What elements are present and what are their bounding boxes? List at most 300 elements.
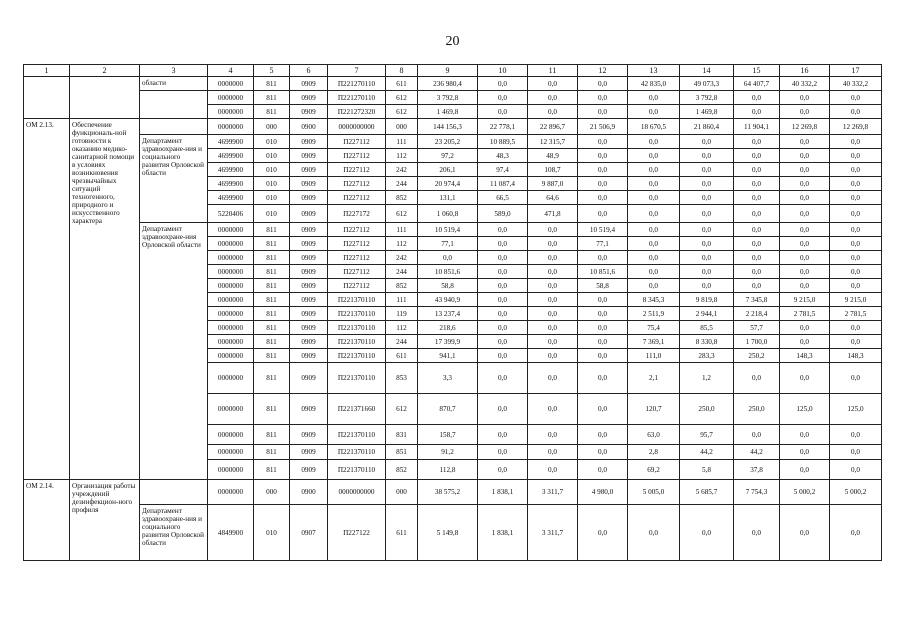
table-cell: 0,0 — [780, 223, 830, 237]
table-cell: 0909 — [290, 77, 328, 91]
table-cell: П227112 — [328, 223, 386, 237]
table-cell: 10 519,4 — [578, 223, 628, 237]
table-cell: 0,0 — [628, 149, 680, 163]
table-cell: 250,0 — [680, 394, 734, 425]
page-number: 20 — [445, 34, 460, 49]
table-cell: 0909 — [290, 293, 328, 307]
table-cell: 0,0 — [628, 265, 680, 279]
table-cell: 000 — [386, 480, 418, 505]
table-cell: 9 215,0 — [830, 293, 882, 307]
table-cell: 0,0 — [528, 394, 578, 425]
table-cell: 0,0 — [578, 293, 628, 307]
table-cell: 236 980,4 — [418, 77, 478, 91]
table-cell: 010 — [254, 163, 290, 177]
table-cell: 0,0 — [830, 177, 882, 191]
table-cell: 0,0 — [478, 307, 528, 321]
table-cell: 3,3 — [418, 363, 478, 394]
table-cell: 0000000 — [208, 77, 254, 91]
col1-empty — [24, 77, 70, 119]
table-cell: П227112 — [328, 149, 386, 163]
table-cell: 2 218,4 — [734, 307, 780, 321]
table-cell: 0,0 — [734, 105, 780, 119]
table-cell: 0,0 — [528, 237, 578, 251]
table-cell: 0,0 — [680, 191, 734, 205]
table-cell: 0,0 — [628, 223, 680, 237]
table-cell: 0000000000 — [328, 480, 386, 505]
table-cell: 0,0 — [578, 77, 628, 91]
department-name: Департамент здравоохране-ния Орловской области — [140, 223, 208, 480]
table-cell: 42 835,0 — [628, 77, 680, 91]
table-cell: 1 838,1 — [478, 505, 528, 561]
table-cell: 0,0 — [830, 335, 882, 349]
table-cell: 10 889,5 — [478, 135, 528, 149]
table-cell: 13 237,4 — [418, 307, 478, 321]
table-cell: 77,1 — [578, 237, 628, 251]
column-header-16: 16 — [780, 65, 830, 77]
table-cell: 5 005,0 — [628, 480, 680, 505]
table-cell: 91,2 — [418, 445, 478, 460]
table-cell: 010 — [254, 205, 290, 223]
table-cell: 811 — [254, 425, 290, 445]
table-cell: 0,0 — [830, 445, 882, 460]
table-cell: П221370110 — [328, 349, 386, 363]
table-cell: 0,0 — [734, 265, 780, 279]
table-cell: 0,0 — [734, 177, 780, 191]
table-cell: 48,9 — [528, 149, 578, 163]
table-cell: 3 311,7 — [528, 480, 578, 505]
table-cell: 0900 — [290, 119, 328, 135]
column-header-17: 17 — [830, 65, 882, 77]
table-cell: 010 — [254, 191, 290, 205]
table-cell: 0,0 — [734, 279, 780, 293]
table-cell: 119 — [386, 307, 418, 321]
table-cell: 0909 — [290, 425, 328, 445]
table-cell: 0,0 — [628, 279, 680, 293]
table-cell: 0,0 — [578, 425, 628, 445]
table-cell: 0,0 — [734, 135, 780, 149]
table-cell: 0,0 — [680, 505, 734, 561]
table-cell: 43 940,9 — [418, 293, 478, 307]
table-cell: 0,0 — [478, 335, 528, 349]
table-cell: 0000000 — [208, 445, 254, 460]
table-cell: 0,0 — [780, 505, 830, 561]
table-row — [24, 480, 882, 505]
table-cell: 10 519,4 — [418, 223, 478, 237]
table-cell: 0909 — [290, 149, 328, 163]
table-cell: 125,0 — [780, 394, 830, 425]
table-cell: 0909 — [290, 445, 328, 460]
table-cell: 0,0 — [628, 251, 680, 265]
table-cell: 0000000 — [208, 335, 254, 349]
table-cell: 2 511,9 — [628, 307, 680, 321]
column-header-11: 11 — [528, 65, 578, 77]
table-cell: 0,0 — [680, 265, 734, 279]
table-cell: 0,0 — [780, 191, 830, 205]
table-cell: 75,4 — [628, 321, 680, 335]
table-cell: 0,0 — [780, 460, 830, 480]
table-cell: 0909 — [290, 349, 328, 363]
table-cell: 4699900 — [208, 191, 254, 205]
table-cell: 0,0 — [830, 91, 882, 105]
column-header-2: 2 — [70, 65, 140, 77]
table-cell: П221370110 — [328, 363, 386, 394]
table-cell: 811 — [254, 91, 290, 105]
table-cell: П221270110 — [328, 91, 386, 105]
table-cell: 0,0 — [680, 135, 734, 149]
table-cell: 3 311,7 — [528, 505, 578, 561]
table-cell: 242 — [386, 163, 418, 177]
table-cell: 0909 — [290, 321, 328, 335]
table-cell: 148,3 — [780, 349, 830, 363]
table-cell: 0,0 — [478, 349, 528, 363]
table-cell: 0,0 — [578, 135, 628, 149]
table-cell: 0,0 — [734, 205, 780, 223]
table-cell: П221370110 — [328, 293, 386, 307]
table-cell: 0,0 — [780, 279, 830, 293]
table-cell: 0,0 — [578, 505, 628, 561]
table-cell: 0,0 — [528, 223, 578, 237]
table-cell: 111 — [386, 223, 418, 237]
table-cell: П221370110 — [328, 445, 386, 460]
table-cell: 0,0 — [830, 135, 882, 149]
table-cell: 0,0 — [830, 363, 882, 394]
table-cell: 0,0 — [528, 293, 578, 307]
table-cell: 12 315,7 — [528, 135, 578, 149]
table-cell: 0,0 — [578, 177, 628, 191]
table-cell: 57,7 — [734, 321, 780, 335]
table-cell: 111,0 — [628, 349, 680, 363]
table-cell: 0,0 — [780, 205, 830, 223]
table-cell: 250,0 — [734, 394, 780, 425]
table-cell: 63,0 — [628, 425, 680, 445]
table-cell: 0,0 — [418, 251, 478, 265]
table-cell: 1,2 — [680, 363, 734, 394]
header-row — [24, 65, 882, 77]
table-cell: 11 087,4 — [478, 177, 528, 191]
table-cell: 1 700,0 — [734, 335, 780, 349]
table-cell: 250,2 — [734, 349, 780, 363]
column-header-6: 6 — [290, 65, 328, 77]
table-cell: 0,0 — [628, 177, 680, 191]
table-cell: 0909 — [290, 191, 328, 205]
table-cell: 811 — [254, 321, 290, 335]
table-cell: 112 — [386, 149, 418, 163]
table-cell: 0,0 — [528, 321, 578, 335]
table-cell: П221272320 — [328, 105, 386, 119]
table-cell: 158,7 — [418, 425, 478, 445]
table-cell: 0,0 — [528, 307, 578, 321]
table-cell: 0,0 — [578, 205, 628, 223]
table-cell: 0,0 — [478, 445, 528, 460]
col3-empty — [140, 119, 208, 135]
table-cell: 0,0 — [780, 91, 830, 105]
table-cell: 852 — [386, 460, 418, 480]
table-cell: 17 399,9 — [418, 335, 478, 349]
column-header-12: 12 — [578, 65, 628, 77]
table-cell: П221370110 — [328, 321, 386, 335]
table-cell: 0,0 — [830, 105, 882, 119]
table-cell: 3 792,8 — [680, 91, 734, 105]
table-cell: 811 — [254, 77, 290, 91]
table-cell: 0909 — [290, 279, 328, 293]
continued-cell: области — [140, 77, 208, 91]
table-cell: 21 506,9 — [578, 119, 628, 135]
table-cell: 471,8 — [528, 205, 578, 223]
table-cell: П221370110 — [328, 460, 386, 480]
table-body — [24, 65, 882, 561]
table-cell: 0,0 — [478, 91, 528, 105]
table-cell: 125,0 — [830, 394, 882, 425]
table-cell: 1 469,8 — [418, 105, 478, 119]
column-header-13: 13 — [628, 65, 680, 77]
table-cell: 0,0 — [680, 223, 734, 237]
table-cell: 11 904,1 — [734, 119, 780, 135]
table-cell: 58,8 — [418, 279, 478, 293]
table-cell: 0900 — [290, 480, 328, 505]
table-cell: 0,0 — [780, 445, 830, 460]
table-cell: 811 — [254, 445, 290, 460]
table-cell: 2 781,5 — [780, 307, 830, 321]
column-header-15: 15 — [734, 65, 780, 77]
table-cell: 0,0 — [680, 251, 734, 265]
table-cell: 283,3 — [680, 349, 734, 363]
table-cell: 0,0 — [780, 335, 830, 349]
table-cell: 12 269,8 — [780, 119, 830, 135]
table-cell: 811 — [254, 265, 290, 279]
table-cell: 0,0 — [830, 265, 882, 279]
table-cell: 0,0 — [478, 77, 528, 91]
table-cell: 0,0 — [830, 251, 882, 265]
table-cell: 0,0 — [528, 105, 578, 119]
table-cell: 010 — [254, 505, 290, 561]
table-cell: 0909 — [290, 135, 328, 149]
table-cell: 131,1 — [418, 191, 478, 205]
table-cell: 1 469,8 — [680, 105, 734, 119]
table-cell: 0,0 — [528, 91, 578, 105]
table-cell: 0,0 — [628, 191, 680, 205]
table-cell: 0,0 — [528, 251, 578, 265]
table-cell: 0,0 — [528, 425, 578, 445]
table-cell: 811 — [254, 237, 290, 251]
table-cell: 0,0 — [780, 135, 830, 149]
table-cell: 811 — [254, 223, 290, 237]
table-cell: 0,0 — [628, 205, 680, 223]
table-cell: П227172 — [328, 205, 386, 223]
table-cell: 144 156,3 — [418, 119, 478, 135]
table-cell: 0,0 — [780, 265, 830, 279]
column-header-10: 10 — [478, 65, 528, 77]
table-cell: 21 860,4 — [680, 119, 734, 135]
table-cell: 218,6 — [418, 321, 478, 335]
table-cell: 000 — [386, 119, 418, 135]
table-cell: 112,8 — [418, 460, 478, 480]
budget-table — [23, 64, 882, 561]
table-cell: 44,2 — [680, 445, 734, 460]
table-cell: 20 974,4 — [418, 177, 478, 191]
column-header-1: 1 — [24, 65, 70, 77]
table-cell: 0,0 — [528, 279, 578, 293]
table-cell: 112 — [386, 237, 418, 251]
table-cell: 58,8 — [578, 279, 628, 293]
table-cell: 2 781,5 — [830, 307, 882, 321]
column-header-3: 3 — [140, 65, 208, 77]
table-cell: 0000000 — [208, 251, 254, 265]
table-cell: 0,0 — [680, 237, 734, 251]
col3-empty — [140, 91, 208, 119]
table-cell: 870,7 — [418, 394, 478, 425]
table-cell: 0,0 — [830, 223, 882, 237]
table-cell: 0,0 — [830, 425, 882, 445]
table-cell: 0,0 — [780, 425, 830, 445]
table-cell: 10 851,6 — [578, 265, 628, 279]
table-cell: 8 330,8 — [680, 335, 734, 349]
table-cell: 40 332,2 — [830, 77, 882, 91]
table-cell: 244 — [386, 265, 418, 279]
table-cell: 0,0 — [628, 505, 680, 561]
department-name: Департамент здравоохране-ния и социального развития Орловской области — [140, 505, 208, 561]
table-cell: 37,8 — [734, 460, 780, 480]
col3-empty — [140, 480, 208, 505]
table-cell: 0000000000 — [328, 119, 386, 135]
table-cell: 7 754,3 — [734, 480, 780, 505]
table-cell: 5220406 — [208, 205, 254, 223]
table-cell: 0909 — [290, 335, 328, 349]
table-cell: 0000000 — [208, 363, 254, 394]
table-cell: 0,0 — [734, 425, 780, 445]
table-cell: 811 — [254, 394, 290, 425]
table-cell: 120,7 — [628, 394, 680, 425]
table-cell: 0909 — [290, 105, 328, 119]
col2-empty — [70, 77, 140, 119]
table-cell: 4699900 — [208, 177, 254, 191]
table-cell: 0,0 — [528, 335, 578, 349]
table-cell: 0,0 — [478, 293, 528, 307]
table-cell: 0,0 — [734, 237, 780, 251]
table-cell: 611 — [386, 77, 418, 91]
table-cell: 0,0 — [478, 251, 528, 265]
table-cell: 0000000 — [208, 460, 254, 480]
table-cell: 0,0 — [628, 163, 680, 177]
table-cell: 2,8 — [628, 445, 680, 460]
table-cell: 0000000 — [208, 349, 254, 363]
table-cell: 0909 — [290, 177, 328, 191]
table-cell: 612 — [386, 91, 418, 105]
measure-name: Обеспечение функциональ-ной готовности к оказанию медико-санитарной помощи в условиях возникновения чрезвычайных ситуаций техногенного, природного и искусственного характера — [70, 119, 140, 480]
table-cell: 010 — [254, 149, 290, 163]
table-cell: 112 — [386, 321, 418, 335]
table-cell: 0909 — [290, 251, 328, 265]
table-cell: 0909 — [290, 237, 328, 251]
table-cell: 0,0 — [780, 177, 830, 191]
table-cell: 0,0 — [478, 460, 528, 480]
table-cell: 22 778,1 — [478, 119, 528, 135]
table-cell: 811 — [254, 363, 290, 394]
table-cell: 852 — [386, 191, 418, 205]
table-cell: 69,2 — [628, 460, 680, 480]
table-cell: 49 073,3 — [680, 77, 734, 91]
table-row — [24, 223, 882, 237]
table-cell: 5 000,2 — [830, 480, 882, 505]
table-cell: П221370110 — [328, 335, 386, 349]
table-cell: П221371660 — [328, 394, 386, 425]
table-cell: 0,0 — [578, 191, 628, 205]
table-cell: 612 — [386, 205, 418, 223]
table-cell: 1 838,1 — [478, 480, 528, 505]
table-cell: 000 — [254, 480, 290, 505]
table-cell: 7 345,8 — [734, 293, 780, 307]
table-cell: 9 887,0 — [528, 177, 578, 191]
table-cell: 0909 — [290, 163, 328, 177]
table-row — [24, 119, 882, 135]
table-cell: 0,0 — [528, 460, 578, 480]
table-cell: 000 — [254, 119, 290, 135]
table-cell: 0,0 — [680, 163, 734, 177]
table-cell: 23 205,2 — [418, 135, 478, 149]
table-cell: 5,8 — [680, 460, 734, 480]
table-cell: 0,0 — [830, 279, 882, 293]
table-cell: 0000000 — [208, 265, 254, 279]
table-cell: 5 149,8 — [418, 505, 478, 561]
table-cell: 5 685,7 — [680, 480, 734, 505]
table-cell: 0000000 — [208, 119, 254, 135]
table-cell: 0,0 — [780, 321, 830, 335]
table-cell: П227112 — [328, 265, 386, 279]
table-cell: 0,0 — [734, 251, 780, 265]
table-row — [24, 77, 882, 91]
table-cell: 5 000,2 — [780, 480, 830, 505]
table-cell: 811 — [254, 293, 290, 307]
table-cell: 2,1 — [628, 363, 680, 394]
table-cell: 0,0 — [578, 460, 628, 480]
table-cell: 0,0 — [578, 335, 628, 349]
table-cell: 589,0 — [478, 205, 528, 223]
table-cell: 811 — [254, 279, 290, 293]
column-header-4: 4 — [208, 65, 254, 77]
table-cell: 0,0 — [680, 205, 734, 223]
table-cell: 0000000 — [208, 480, 254, 505]
table-cell: 0,0 — [528, 77, 578, 91]
table-cell: 811 — [254, 251, 290, 265]
table-cell: 66,5 — [478, 191, 528, 205]
table-cell: 0,0 — [830, 149, 882, 163]
table-cell: 0,0 — [478, 425, 528, 445]
table-cell: 0000000 — [208, 105, 254, 119]
table-cell: 97,4 — [478, 163, 528, 177]
table-cell: 0,0 — [478, 105, 528, 119]
table-cell: 95,7 — [680, 425, 734, 445]
table-cell: П227112 — [328, 191, 386, 205]
table-cell: 0,0 — [780, 149, 830, 163]
table-cell: 0,0 — [578, 445, 628, 460]
table-cell: 0000000 — [208, 394, 254, 425]
table-cell: 44,2 — [734, 445, 780, 460]
table-cell: 0907 — [290, 505, 328, 561]
table-cell: 0909 — [290, 460, 328, 480]
measure-code: ОМ 2.13. — [24, 119, 70, 480]
table-cell: 0,0 — [734, 91, 780, 105]
column-header-5: 5 — [254, 65, 290, 77]
measure-name: Организация работы учреждений дезинфекцион-ного профиля — [70, 480, 140, 561]
table-cell: 0000000 — [208, 293, 254, 307]
table-cell: 0,0 — [478, 279, 528, 293]
table-cell: 0,0 — [578, 394, 628, 425]
table-cell: П221370110 — [328, 425, 386, 445]
table-cell: 0,0 — [680, 149, 734, 163]
table-cell: П227112 — [328, 237, 386, 251]
table-cell: 0,0 — [734, 149, 780, 163]
table-cell: 4699900 — [208, 163, 254, 177]
table-cell: 0909 — [290, 91, 328, 105]
